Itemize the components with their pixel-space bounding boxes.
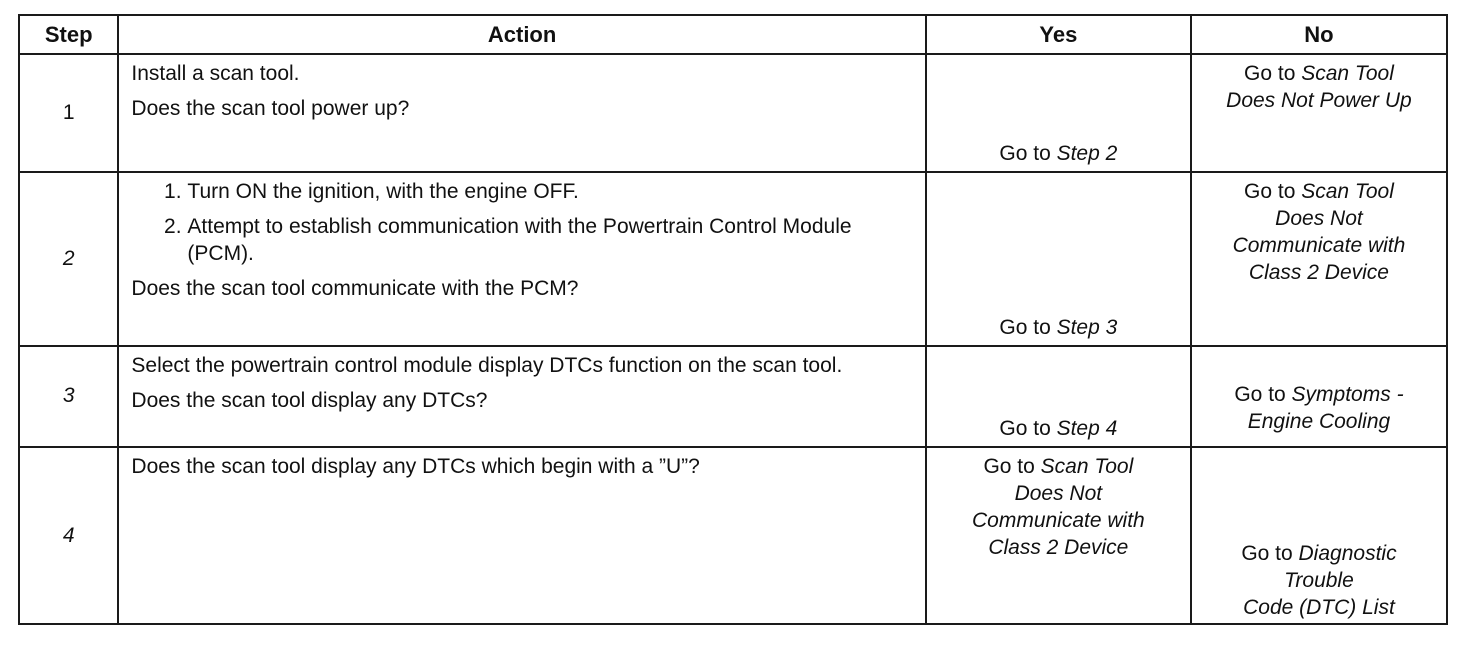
action-cell	[118, 54, 925, 172]
table-row	[19, 447, 1447, 624]
no-cell	[1191, 346, 1447, 448]
action-cell	[118, 346, 925, 448]
action-step-item: 1. Turn ON the ignition, with the engine OFF.	[187, 178, 908, 205]
step-cell	[19, 447, 118, 624]
yes-cell	[926, 346, 1191, 448]
header-step: Step	[19, 15, 118, 54]
action-question: Does the scan tool power up?	[131, 97, 410, 120]
header-no: No	[1191, 15, 1447, 54]
header-row	[19, 15, 1447, 54]
action-cell	[118, 172, 925, 346]
no-cell	[1191, 54, 1447, 172]
yes-link[interactable]: Go to Step 4	[999, 417, 1118, 441]
header-action: Action	[118, 15, 925, 54]
action-question: Does the scan tool communicate with the PCM?	[131, 276, 579, 300]
diagnostic-table	[18, 14, 1448, 625]
no-link[interactable]: Go to Scan Tool Does Not Power Up	[1226, 62, 1412, 112]
no-link[interactable]: Go to Scan Tool Does Not Communicate with Class 2 Device	[1232, 179, 1406, 284]
yes-cell	[926, 172, 1191, 346]
yes-link[interactable]: Go to Scan Tool Does Not Communicate with Class 2 Device	[971, 455, 1145, 560]
yes-link[interactable]: Go to Step 2	[999, 141, 1118, 165]
action-question: Does the scan tool display any DTCs?	[131, 388, 488, 412]
header-yes: Yes	[926, 15, 1191, 54]
no-cell	[1191, 172, 1447, 346]
yes-cell	[926, 447, 1191, 624]
step-cell	[19, 346, 118, 448]
table-row	[19, 172, 1447, 346]
yes-link[interactable]: Go to Step 3	[999, 315, 1118, 339]
step-cell	[19, 54, 118, 172]
no-link[interactable]: Go to Symptoms - Engine Cooling	[1234, 382, 1404, 433]
table-row	[19, 346, 1447, 448]
no-link[interactable]: Go to Diagnostic Trouble Code (DTC) List	[1241, 542, 1397, 619]
table-row	[19, 54, 1447, 172]
action-step-item: 2. Attempt to establish communication with the Powertrain Control Module (PCM).	[187, 213, 908, 267]
yes-cell	[926, 54, 1191, 172]
step-cell	[19, 172, 118, 346]
action-text: Select the powertrain control module display DTCs function on the scan tool.	[131, 353, 843, 377]
step-number: 4	[62, 523, 75, 547]
action-steps-list	[131, 178, 908, 267]
no-cell	[1191, 447, 1447, 624]
step-number: 1	[62, 100, 75, 124]
action-question: Does the scan tool display any DTCs which begin with a ”U”?	[131, 455, 700, 479]
step-number: 2	[62, 246, 75, 270]
step-number: 3	[62, 384, 75, 408]
action-cell	[118, 447, 925, 624]
action-text: Install a scan tool.	[131, 62, 300, 85]
